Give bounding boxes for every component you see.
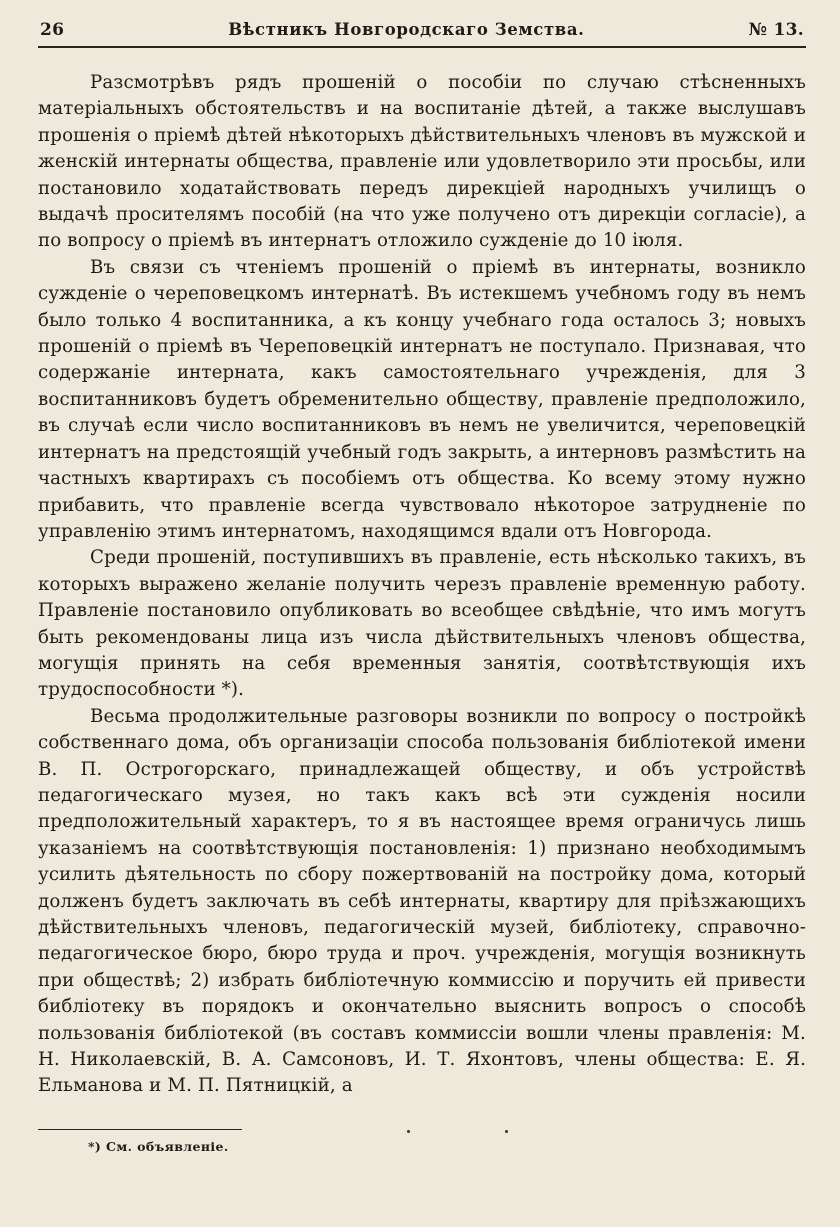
article-body bbox=[38, 70, 806, 1100]
issue-number: № 13. bbox=[748, 20, 804, 40]
page-number: 26 bbox=[40, 20, 65, 40]
header-rule bbox=[38, 46, 806, 48]
page-header bbox=[38, 20, 806, 46]
footnote: *) См. объявленіе. bbox=[88, 1139, 229, 1154]
footnote-rule bbox=[38, 1129, 242, 1130]
paragraph: Весьма продолжительные разговоры возникли по вопросу о постройкѣ собственнаго дома, объ организаціи способа пользованія библіотекой имени В. П. Острогорскаго, принадлежащей обществу, и объ устройствѣ педагогическаго музея, но такъ какъ всѣ эти сужденія носили предположительный характеръ, то я въ настоящее время ограничусь лишь указаніемъ на соотвѣтствующія постановленія: 1) признано необходимымъ усилить дѣятельность по сбору пожертвованій на постройку дома, который долженъ будетъ заключать въ себѣ интернаты, квартиру для пріѣзжающихъ дѣйствительныхъ членовъ, педагогическій музей, библіотеку, справочно-педагогическое бюро, бюро труда и проч. учрежденія, могущія возникнуть при обществѣ; 2) избрать библіотечную коммиссію и поручить ей привести библіотеку въ порядокъ и окончательно выяснить вопросъ о способѣ пользованія библіотекой (въ составъ коммиссіи вошли члены правленія: М. Н. Николаевскій, В. А. Самсоновъ, И. Т. Яхонтовъ, члены общества: Е. Я. Ельманова и М. П. Пятницкій, а bbox=[38, 705, 806, 1097]
paragraph: Разсмотрѣвъ рядъ прошеній о пособіи по случаю стѣсненныхъ матеріальныхъ обстоятельствъ и на воспитаніе дѣтей, а также выслушавъ прошенія о пріемѣ дѣтей нѣкоторыхъ дѣйствительныхъ членовъ въ мужской и женскій интернаты общества, правленіе или удовлетворило эти просьбы, или постановило ходатайствовать передъ дирекціей народныхъ училищъ о выдачѣ просителямъ пособій (на что уже получено отъ дирекціи согласіе), а по вопросу о пріемѣ въ интернатъ отложило сужденіе до 10 іюля. bbox=[38, 72, 806, 252]
paragraph: Въ связи съ чтеніемъ прошеній о пріемѣ въ интернаты, возникло сужденіе о череповецкомъ интернатѣ. Въ истекшемъ учебномъ году въ немъ было только 4 воспитанника, а къ концу учебнаго года осталось 3; новыхъ прошеній о пріемѣ въ Череповецкій интернатъ не поступало. Признавая, что содержаніе интерната, какъ самостоятельнаго учрежденія, для 3 воспитанниковъ будетъ обременительно обществу, правленіе предположило, въ случаѣ если число воспитанниковъ въ немъ не увеличится, череповецкій интернатъ на предстоящій учебный годъ закрыть, а интерновъ размѣстить на частныхъ квартирахъ съ пособіемъ отъ общества. Ко всему этому нужно прибавить, что правленіе всегда чувствовало нѣкоторое затрудненіе по управленію этимъ интернатомъ, находящимся вдали отъ Новгорода. bbox=[38, 256, 806, 542]
paragraph: Среди прошеній, поступившихъ въ правленіе, есть нѣсколько такихъ, въ которыхъ выражено желаніе получить черезъ правленіе временную работу. Правленіе постановило опубликовать во всеобщее свѣдѣніе, что имъ могутъ быть рекомендованы лица изъ числа дѣйствительныхъ членовъ общества, могущія принять на себя временныя занятія, соотвѣтствующія ихъ трудоспособности *). bbox=[38, 547, 806, 701]
journal-title: Вѣстникъ Новгородскаго Земства. bbox=[228, 20, 585, 39]
print-speck bbox=[407, 1130, 410, 1133]
print-speck bbox=[505, 1130, 508, 1133]
